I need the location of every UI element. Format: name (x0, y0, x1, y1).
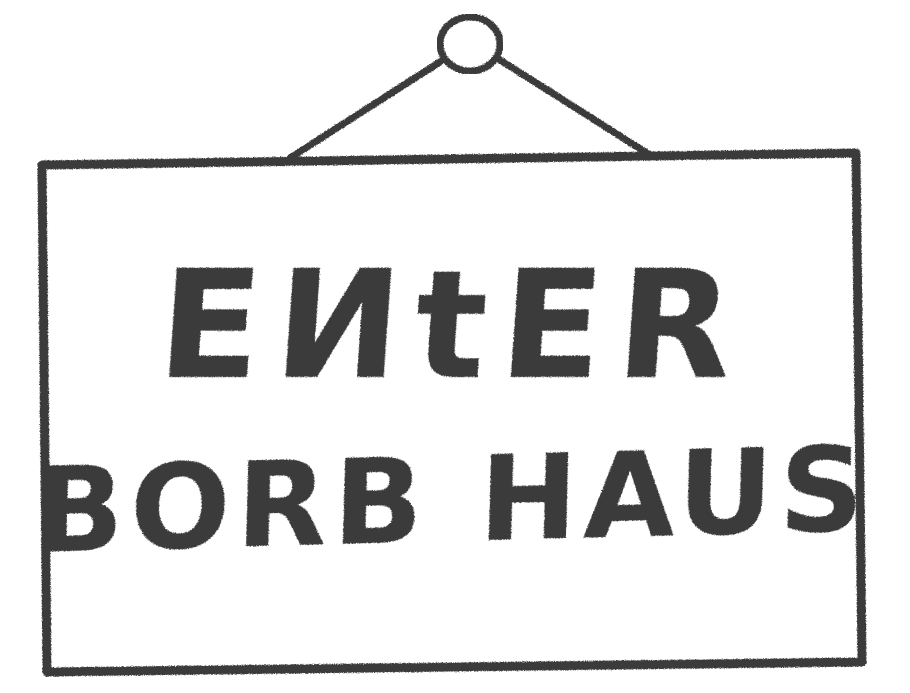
sign-word-haus: HAUS (477, 419, 873, 569)
sign-line-enter: EИtER (152, 239, 753, 413)
sign-board (42, 153, 862, 672)
hanging-string (290, 60, 650, 158)
hanging-nail-icon (440, 17, 500, 71)
sign-word-borb: BORB (32, 431, 432, 581)
